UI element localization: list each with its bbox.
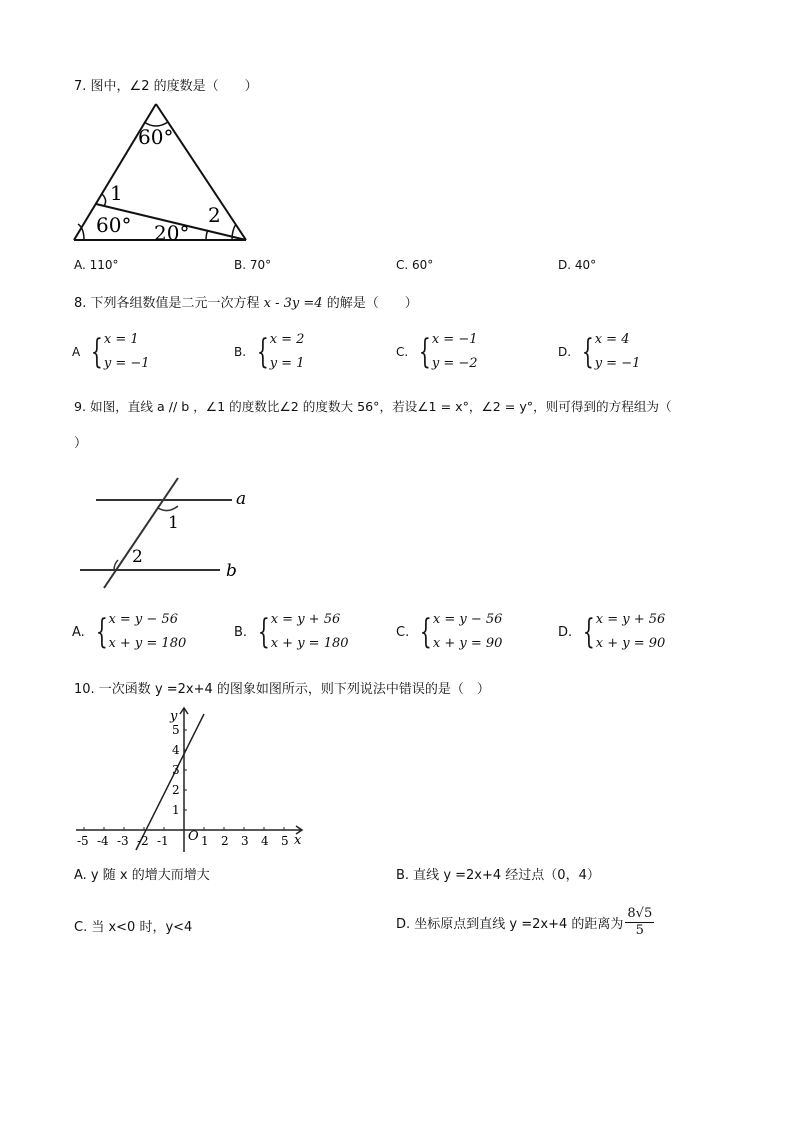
q8-stem-equation: x - 3y =4	[263, 296, 323, 311]
q9-option-a[interactable]	[72, 608, 186, 656]
q9-option-b-eq2: x + y = 180	[270, 636, 349, 651]
y-tick-label: 3	[172, 763, 180, 777]
q8-option-a-eq2: y = −1	[103, 356, 150, 371]
fraction-denominator: 5	[635, 923, 644, 938]
q7-option-a[interactable]: A. 110°	[74, 258, 119, 272]
x-tick-label: 4	[261, 834, 269, 848]
q9-option-d-label: D.	[558, 624, 573, 640]
q7-stem: 7. 图中，∠2 的度数是（ ）	[74, 79, 258, 94]
brace-icon: {	[256, 332, 269, 372]
brace-icon: {	[583, 612, 595, 652]
q10-stem: 10. 一次函数 y =2x+4 的图象如图所示，则下列说法中错误的是（ ）	[74, 682, 490, 697]
brace-icon: {	[257, 612, 270, 652]
q7-option-d[interactable]: D. 40°	[558, 258, 597, 272]
brace-icon: {	[420, 612, 432, 652]
q9-line-a-label: a	[236, 489, 247, 509]
q7-option-c[interactable]: C. 60°	[396, 258, 434, 272]
q9-line-b-label: b	[226, 561, 237, 581]
q7-option-b[interactable]: B. 70°	[234, 258, 272, 272]
x-tick-label: 5	[281, 834, 289, 848]
x-tick-label: 2	[221, 834, 229, 848]
q8-option-c-label: C.	[396, 345, 409, 359]
q7-mid-angle-label: 20°	[154, 221, 190, 245]
brace-icon: {	[95, 612, 108, 652]
fraction-numerator: 8√5	[627, 906, 653, 921]
brace-icon: {	[91, 332, 103, 372]
q8-option-a-eq1: x = 1	[103, 332, 139, 347]
q8-stem-suffix: 的解是（ ）	[322, 296, 418, 311]
q8-option-d-eq1: x = 4	[594, 332, 630, 347]
q8-option-c[interactable]	[396, 328, 478, 376]
q8-option-c-eq2: y = −2	[431, 356, 478, 371]
x-tick-label: -4	[97, 834, 109, 848]
q8-option-b-eq1: x = 2	[269, 332, 305, 347]
q8-option-b[interactable]	[234, 328, 304, 376]
q9-option-d-eq1: x = y + 56	[595, 612, 666, 627]
q9-option-c-eq2: x + y = 90	[432, 636, 503, 651]
y-tick-label: 4	[172, 743, 180, 757]
q8-option-a[interactable]	[72, 328, 150, 376]
q9-stem-line2: ）	[74, 436, 88, 451]
q10-option-b[interactable]: B. 直线 y =2x+4 经过点（0，4）	[396, 868, 600, 883]
q9-option-c[interactable]	[396, 608, 502, 656]
q7-left-angle-label: 60°	[96, 213, 132, 237]
q10-option-d-text: D. 坐标原点到直线 y =2x+4 的距离为	[396, 917, 624, 932]
y-tick-label: 5	[172, 723, 180, 737]
q9-option-c-label: C.	[396, 624, 410, 640]
q7-angle-2-label: 2	[208, 203, 221, 227]
y-tick-label: 2	[172, 783, 180, 797]
x-tick-label: 1	[201, 834, 209, 848]
q10-option-d[interactable]	[396, 906, 654, 939]
q10-origin-label: O	[188, 829, 199, 844]
q7-angle-1-label: 1	[110, 181, 123, 205]
x-tick-label: -3	[117, 834, 129, 848]
q8-option-d[interactable]	[558, 328, 640, 376]
q8-option-a-label: A	[72, 345, 81, 359]
q9-option-d[interactable]	[558, 608, 665, 656]
q9-option-b-label: B.	[234, 624, 248, 640]
y-tick-label: 1	[172, 803, 180, 817]
q9-option-a-eq1: x = y − 56	[108, 612, 178, 627]
x-tick-label: -5	[77, 834, 89, 848]
q10-option-a[interactable]: A. y 随 x 的增大而增大	[74, 868, 210, 883]
x-tick-label: -2	[137, 834, 149, 848]
q7-triangle-figure	[68, 98, 258, 248]
q10-option-c[interactable]: C. 当 x<0 时，y<4	[74, 920, 193, 935]
q9-option-b[interactable]	[234, 608, 349, 656]
q10-x-axis-label: x	[294, 833, 302, 848]
q10-option-d-fraction	[625, 906, 654, 939]
q9-angle-2-label: 2	[132, 547, 143, 567]
q9-option-a-eq2: x + y = 180	[108, 636, 187, 651]
q9-option-a-label: A.	[72, 624, 85, 640]
q8-stem-prefix: 8. 下列各组数值是二元一次方程	[74, 296, 264, 311]
brace-icon: {	[581, 332, 594, 372]
brace-icon: {	[419, 332, 431, 372]
q8-option-b-eq2: y = 1	[269, 356, 305, 371]
q9-parallel-lines-figure	[76, 470, 256, 590]
q8-option-c-eq1: x = −1	[431, 332, 478, 347]
q7-top-angle-label: 60°	[138, 125, 174, 149]
q9-option-c-eq1: x = y − 56	[432, 612, 503, 627]
q10-y-axis-label: y	[170, 709, 178, 724]
q9-stem-line1: 9. 如图，直线 a // b ，∠1 的度数比∠2 的度数大 56°，若设∠1 = x°，∠2 = y°，则可得到的方程组为（	[74, 399, 672, 414]
q8-option-b-label: B.	[234, 345, 247, 359]
q8-option-d-label: D.	[558, 345, 572, 359]
x-tick-label: -1	[157, 834, 169, 848]
q10-function-graph	[70, 704, 310, 854]
q9-angle-1-label: 1	[168, 513, 179, 533]
q9-option-b-eq1: x = y + 56	[270, 612, 341, 627]
q8-option-d-eq2: y = −1	[594, 356, 641, 371]
q8-stem	[74, 292, 418, 311]
x-tick-label: 3	[241, 834, 249, 848]
q9-option-d-eq2: x + y = 90	[595, 636, 666, 651]
